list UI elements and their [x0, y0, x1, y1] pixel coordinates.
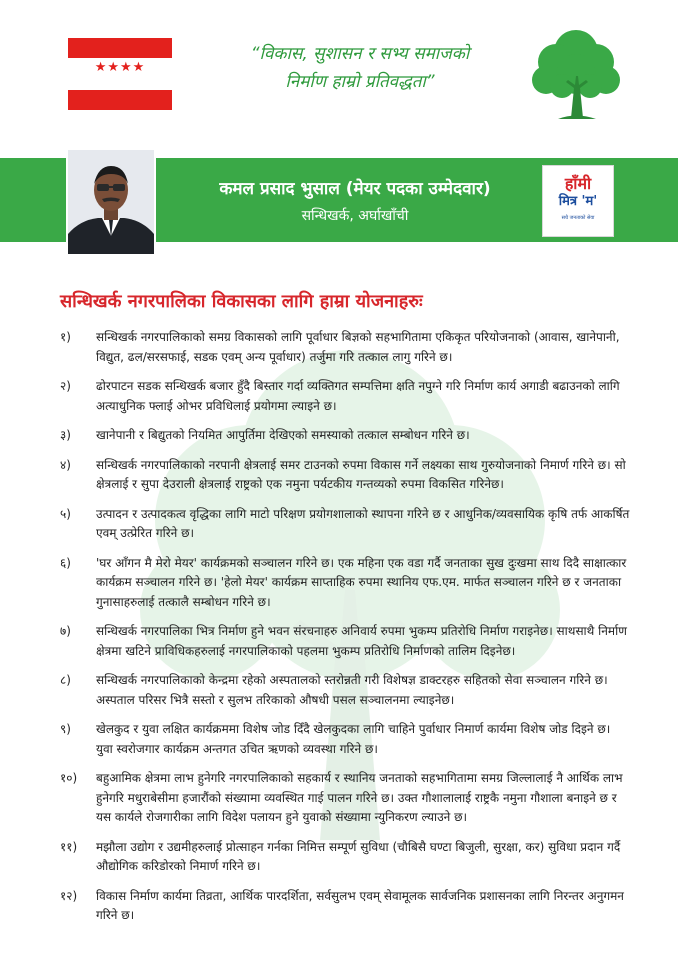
slogan-line-1: “विकास, सुशासन र सभ्य समाजको [250, 44, 470, 64]
plan-text: ढोरपाटन सडक सन्धिखर्क बजार हुँदै बिस्तार गर्दा व्यक्तिगत सम्पत्तिमा क्षति नपुग्ने गरि निर्माण कार्य अगाडी बढाउनको लागि अत्याधुनिक फ्लाई ओभर प्रविधिलाई प्रयोगमा ल्याइने छ। [96, 379, 620, 413]
list-item [60, 505, 630, 544]
plan-text: बहुआमिक क्षेत्रमा लाभ हुनेगरि नगरपालिकाको सहकार्य र स्थानिय जनताको सहभागितामा समग्र जिल्लालाई नै आर्थिक लाभ हुनेगरि मधुराबेसीमा हजारौंको संख्यामा व्यवस्थित गाई पालन गरिने छ। उक्त गौशालालाई राष्ट्रकै नमुना गौशाला बनाइने छ र यस कार्यले रोजगारीका लागि विदेश पलायन हुने युवाको संख्यामा न्युनिकरण ल्याउने छ। [96, 771, 623, 824]
plan-text: सन्धिखर्क नगरपालिकाको नरपानी क्षेत्रलाई समर टाउनको रुपमा विकास गर्ने लक्ष्यका साथ गुरुयोजनाको निमार्ण गरिने छ। सो क्षेत्रलाई र सुपा देउराली क्षेत्रलाई राष्ट्रको एक नमुना पर्यटकीय गन्तव्यको रुपमा विकसित गरिनेछ। [96, 457, 626, 491]
plan-number: ८) [60, 673, 71, 687]
plan-text: 'घर आँगन मै मेरो मेयर' कार्यक्रमको सञ्चालन गरिने छ। एक महिना एक वडा गर्दै जनताका सुख दुःखमा साथ दिदै साक्षात्कार कार्यक्रम सञ्चालन गरिने छ। 'हेलो मेयर' कार्यक्रम साप्ताहिक रुपमा स्थानिय एफ.एम. मार्फत सञ्चालन गरिने छ र जनताका गुनासाहरुलाई तत्कालै सम्बोधन गरिने छ। [96, 555, 627, 609]
plan-number: ५) [60, 506, 71, 521]
candidate-photo [66, 148, 156, 256]
plan-text: खेलकुद र युवा लक्षित कार्यक्रममा विशेष जोड दिँदै खेलकुदका लागि चाहिने पुर्वाधार निमार्ण कार्यमा विशेष जोड दिइने छ। युवा स्वरोजगार कार्यक्रम अन्तगत उचित ऋणको व्यवस्था गरिने छ। [96, 722, 611, 756]
flag-top-band [68, 38, 172, 58]
list-item [60, 426, 630, 446]
campaign-logo [542, 165, 614, 237]
plan-text: मझौला उद्योग र उद्यमीहरुलाई प्रोत्साहन गर्नका निमित्त सम्पूर्ण सुविधा (चौबिसै घण्टा बिजुली, सुरक्षा, कर) सुविधा प्रदान गर्दै औद्योगिक करिडोरको निमार्ण गरिने छ। [96, 839, 621, 873]
flag-bottom-band [68, 90, 172, 110]
plan-text: सन्धिखर्क नगरपालिकाको केन्द्रमा रहेको अस्पतालको स्तरोन्नती गरी विशेषज्ञ डाक्टरहरु सहितको सेवा सञ्चालन गरिने छ। अस्पताल परिसर भित्रै सस्तो र सुलभ तरिकाको औषधी पसल सञ्चालनमा ल्याइनेछ। [96, 673, 608, 707]
plan-text: सन्धिखर्क नगरपालिकाको समग्र विकासको लागि पूर्वाधार बिज्ञको सहभागितामा एकिकृत परियोजनाको (आवास, खानेपानी, विद्युत, ढल/सरसफाई, सडक एवम् अन्य पूर्वाधार) तर्जुमा गरि तत्काल लागु गरिने छ। [96, 330, 620, 364]
candidate-name: कमल प्रसाद भुसाल (मेयर पदका उम्मेदवार) [219, 179, 491, 199]
plan-number: १०) [60, 771, 78, 785]
logo-line-1: हाँमी [564, 174, 592, 193]
plan-number: ३) [60, 428, 71, 442]
plan-number: १) [60, 330, 71, 344]
list-item [60, 887, 630, 926]
plan-text: विकास निर्माण कार्यमा तिव्रता, आर्थिक पारदर्शिता, सर्वसुलभ एवम् सेवामूलक सार्वजनिक प्रशासनका लागि निरन्तर अनुगमन गरिने छ। [96, 888, 624, 922]
plan-number: १२) [60, 888, 78, 903]
plan-text: खानेपानी र बिद्युतको नियमित आपुर्तिमा देखिएको समस्याको तत्काल सम्बोधन गरिने छ। [96, 428, 470, 442]
plan-number: २) [60, 379, 71, 393]
list-item [60, 671, 630, 710]
plans-heading: सन्धिखर्क नगरपालिका विकासका लागि हाम्रा योजनाहरुः [60, 291, 423, 312]
candidate-place: सन्धिखर्क, अर्घाखाँची [301, 208, 409, 224]
list-item [60, 769, 630, 828]
plan-number: ११) [60, 839, 78, 854]
plan-text: सन्धिखर्क नगरपालिका भित्र निर्माण हुने भवन संरचनाहरु अनिवार्य रुपमा भुकम्प प्रतिरोधि निर्माण गराइनेछ। साथसाथै निर्माण क्षेत्रमा खटिने प्राविधिकहरुलाई नगरपालिकाको पहलमा भुकम्प प्रतिरोधि निर्माणको तालिम दिइनेछ। [96, 624, 627, 658]
plan-text: उत्पादन र उत्पादकत्व वृद्धिका लागि माटो परिक्षण प्रयोगशालाको स्थापना गरिने छ र आधुनिक/व्यवसायिक कृषि तर्फ आकर्षित एवम् उत्प्रेरित गरिने छ। [96, 506, 630, 540]
list-item [60, 456, 630, 495]
logo-line-2: मित्र 'म' [558, 194, 598, 209]
list-item [60, 622, 630, 661]
plan-number: ७) [60, 624, 71, 638]
list-item [60, 838, 630, 877]
list-item [60, 328, 630, 367]
list-item [60, 554, 630, 613]
plan-number: ९) [60, 722, 71, 736]
list-item [60, 720, 630, 759]
plan-list [60, 328, 630, 936]
flag-stars: ★★★★ [94, 60, 146, 75]
slogan-line-2: निर्माण हाम्रो प्रतिवद्धता” [285, 72, 435, 92]
plan-number: ४) [60, 457, 71, 472]
candidate-portrait-icon [68, 150, 154, 254]
list-item [60, 377, 630, 416]
slogan [195, 40, 525, 96]
logo-line-3: सधै जनताको सेवा [561, 215, 595, 221]
plan-number: ६) [60, 555, 71, 570]
party-flag [68, 38, 172, 112]
tree-icon [530, 26, 622, 122]
